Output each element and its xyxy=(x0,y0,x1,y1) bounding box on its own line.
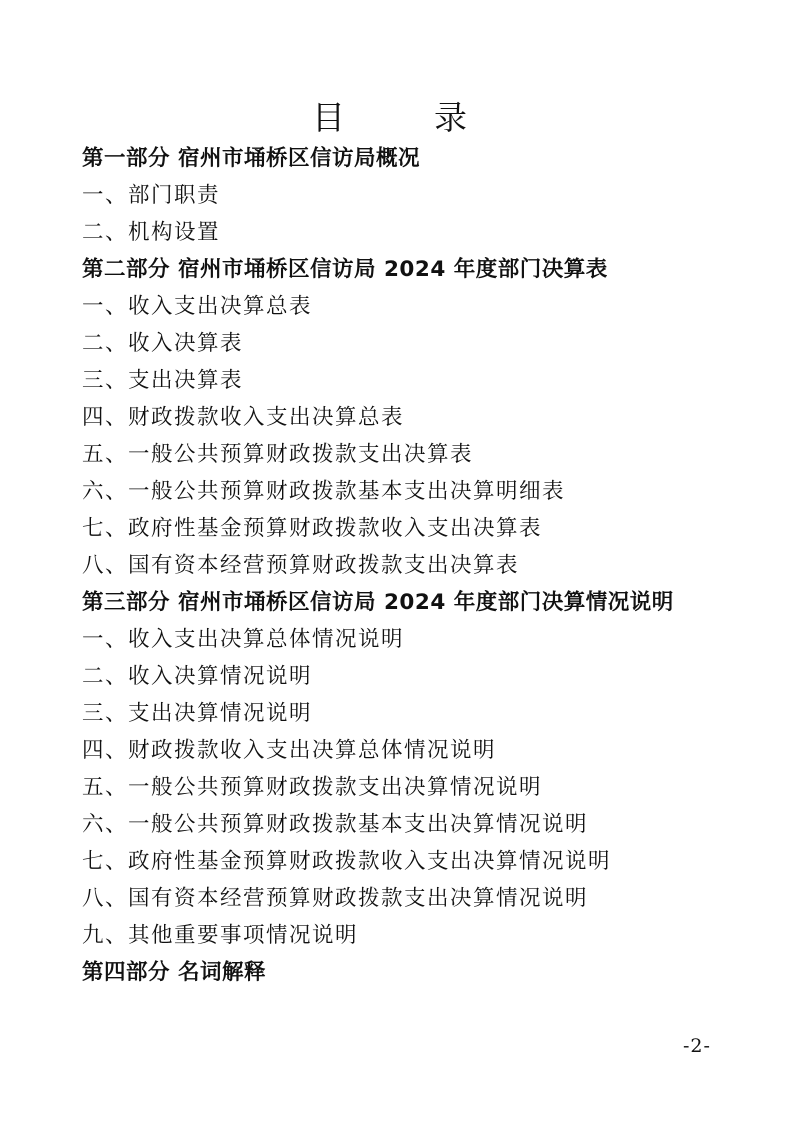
toc-item: 七、政府性基金预算财政拨款收入支出决算表 xyxy=(82,516,543,541)
toc-item: 一、收入支出决算总体情况说明 xyxy=(82,627,405,652)
toc-item: 五、一般公共预算财政拨款支出决算表 xyxy=(82,442,474,467)
toc-part-heading: 第三部分 宿州市埇桥区信访局 2024 年度部门决算情况说明 xyxy=(82,590,674,615)
toc-item: 二、收入决算表 xyxy=(82,331,244,356)
table-of-contents xyxy=(82,140,762,991)
toc-item: 七、政府性基金预算财政拨款收入支出决算情况说明 xyxy=(82,849,612,874)
toc-part-heading: 第二部分 宿州市埇桥区信访局 2024 年度部门决算表 xyxy=(82,257,608,282)
toc-item: 二、机构设置 xyxy=(82,220,221,245)
toc-item: 三、支出决算表 xyxy=(82,368,244,393)
toc-item: 八、国有资本经营预算财政拨款支出决算情况说明 xyxy=(82,886,589,911)
toc-item: 三、支出决算情况说明 xyxy=(82,701,313,726)
toc-item: 四、财政拨款收入支出决算总表 xyxy=(82,405,405,430)
toc-item: 二、收入决算情况说明 xyxy=(82,664,313,689)
toc-item: 五、一般公共预算财政拨款支出决算情况说明 xyxy=(82,775,543,800)
toc-item: 一、收入支出决算总表 xyxy=(82,294,313,319)
toc-item: 八、国有资本经营预算财政拨款支出决算表 xyxy=(82,553,520,578)
page-number: -2- xyxy=(683,1035,711,1057)
page-title: 目 录 xyxy=(312,98,495,137)
toc-part-heading: 第四部分 名词解释 xyxy=(82,960,266,985)
toc-item: 六、一般公共预算财政拨款基本支出决算明细表 xyxy=(82,479,566,504)
toc-item: 六、一般公共预算财政拨款基本支出决算情况说明 xyxy=(82,812,589,837)
toc-item: 九、其他重要事项情况说明 xyxy=(82,923,359,948)
toc-item: 一、部门职责 xyxy=(82,183,221,208)
toc-part-heading: 第一部分 宿州市埇桥区信访局概况 xyxy=(82,146,420,171)
toc-item: 四、财政拨款收入支出决算总体情况说明 xyxy=(82,738,497,763)
